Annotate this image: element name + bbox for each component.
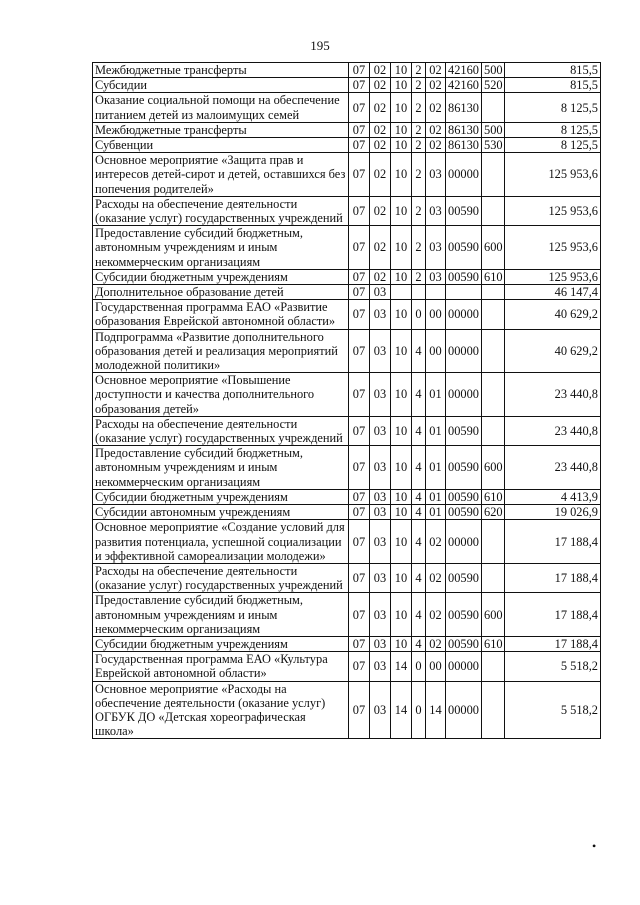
section-code: 07 <box>349 563 370 592</box>
section-code: 07 <box>349 489 370 504</box>
event-code: 02 <box>426 93 446 122</box>
row-name: Расходы на обеспечение деятельности (оказание услуг) государственных учреждений <box>93 563 349 592</box>
program-code: 10 <box>391 505 412 520</box>
amount: 815,5 <box>505 78 601 93</box>
program-code <box>391 285 412 300</box>
program-code: 10 <box>391 446 412 490</box>
subsection-code: 03 <box>370 329 391 373</box>
amount: 5 518,2 <box>505 652 601 681</box>
event-code: 03 <box>426 226 446 270</box>
event-code: 01 <box>426 505 446 520</box>
section-code: 07 <box>349 122 370 137</box>
section-code: 07 <box>349 373 370 417</box>
subsection-code: 03 <box>370 489 391 504</box>
expense-type-code: 600 <box>482 226 505 270</box>
section-code: 07 <box>349 63 370 78</box>
expense-type-code <box>482 563 505 592</box>
subsection-code: 02 <box>370 153 391 197</box>
subsection-code: 03 <box>370 505 391 520</box>
row-name: Субсидии бюджетным учреждениям <box>93 489 349 504</box>
direction-code: 00000 <box>446 329 482 373</box>
program-code: 10 <box>391 63 412 78</box>
subsection-code: 02 <box>370 122 391 137</box>
subsection-code: 02 <box>370 269 391 284</box>
event-code: 01 <box>426 446 446 490</box>
expense-type-code: 600 <box>482 446 505 490</box>
expense-type-code: 530 <box>482 138 505 153</box>
amount: 5 518,2 <box>505 681 601 739</box>
section-code: 07 <box>349 153 370 197</box>
expense-type-code <box>482 652 505 681</box>
section-code: 07 <box>349 329 370 373</box>
subsection-code: 03 <box>370 563 391 592</box>
subprogram-code: 4 <box>412 593 426 637</box>
subsection-code: 02 <box>370 93 391 122</box>
section-code: 07 <box>349 138 370 153</box>
expense-type-code <box>482 285 505 300</box>
direction-code: 00590 <box>446 269 482 284</box>
section-code: 07 <box>349 416 370 445</box>
direction-code: 00590 <box>446 636 482 651</box>
program-code: 10 <box>391 196 412 225</box>
row-name: Государственная программа ЕАО «Культура Еврейской автономной области» <box>93 652 349 681</box>
row-name: Подпрограмма «Развитие дополнительного образования детей и реализация мероприятий молодежной политики» <box>93 329 349 373</box>
table-row <box>93 373 601 417</box>
event-code: 02 <box>426 78 446 93</box>
subprogram-code: 2 <box>412 138 426 153</box>
direction-code: 00590 <box>446 489 482 504</box>
amount: 23 440,8 <box>505 373 601 417</box>
table-row <box>93 78 601 93</box>
subsection-code: 03 <box>370 520 391 564</box>
section-code: 07 <box>349 226 370 270</box>
event-code: 14 <box>426 681 446 739</box>
row-name: Основное мероприятие «Создание условий для развития потенциала, успешной социализации и эффективной самореализации молодежи» <box>93 520 349 564</box>
program-code: 10 <box>391 563 412 592</box>
amount: 8 125,5 <box>505 122 601 137</box>
table-row <box>93 563 601 592</box>
subprogram-code: 4 <box>412 520 426 564</box>
expense-type-code: 610 <box>482 636 505 651</box>
program-code: 10 <box>391 93 412 122</box>
subprogram-code: 2 <box>412 63 426 78</box>
section-code: 07 <box>349 300 370 329</box>
row-name: Предоставление субсидий бюджетным, автономным учреждениям и иным некоммерческим организациям <box>93 446 349 490</box>
subsection-code: 03 <box>370 285 391 300</box>
direction-code: 00000 <box>446 373 482 417</box>
amount: 815,5 <box>505 63 601 78</box>
row-name: Субвенции <box>93 138 349 153</box>
program-code: 10 <box>391 636 412 651</box>
subsection-code: 02 <box>370 196 391 225</box>
row-name: Субсидии автономным учреждениям <box>93 505 349 520</box>
event-code: 02 <box>426 563 446 592</box>
subsection-code: 02 <box>370 138 391 153</box>
subprogram-code: 2 <box>412 78 426 93</box>
expense-type-code <box>482 93 505 122</box>
expense-type-code: 500 <box>482 63 505 78</box>
row-name: Расходы на обеспечение деятельности (оказание услуг) государственных учреждений <box>93 416 349 445</box>
event-code <box>426 285 446 300</box>
expense-type-code: 500 <box>482 122 505 137</box>
table-row <box>93 285 601 300</box>
row-name: Субсидии бюджетным учреждениям <box>93 269 349 284</box>
subsection-code: 03 <box>370 681 391 739</box>
table-row <box>93 446 601 490</box>
subprogram-code <box>412 285 426 300</box>
amount: 4 413,9 <box>505 489 601 504</box>
program-code: 10 <box>391 153 412 197</box>
program-code: 10 <box>391 226 412 270</box>
table-row <box>93 593 601 637</box>
section-code: 07 <box>349 196 370 225</box>
row-name: Государственная программа ЕАО «Развитие образования Еврейской автономной области» <box>93 300 349 329</box>
subprogram-code: 4 <box>412 505 426 520</box>
row-name: Предоставление субсидий бюджетным, автономным учреждениям и иным некоммерческим организациям <box>93 226 349 270</box>
program-code: 10 <box>391 269 412 284</box>
expense-type-code <box>482 329 505 373</box>
table-row <box>93 520 601 564</box>
program-code: 10 <box>391 373 412 417</box>
subprogram-code: 4 <box>412 329 426 373</box>
section-code: 07 <box>349 520 370 564</box>
section-code: 07 <box>349 446 370 490</box>
subprogram-code: 0 <box>412 681 426 739</box>
program-code: 14 <box>391 652 412 681</box>
row-name: Межбюджетные трансферты <box>93 63 349 78</box>
subprogram-code: 4 <box>412 636 426 651</box>
event-code: 02 <box>426 122 446 137</box>
row-name: Основное мероприятие «Повышение доступности и качества дополнительного образования детей» <box>93 373 349 417</box>
subprogram-code: 0 <box>412 652 426 681</box>
direction-code: 00590 <box>446 505 482 520</box>
table-row <box>93 153 601 197</box>
amount: 125 953,6 <box>505 196 601 225</box>
expense-type-code <box>482 416 505 445</box>
table-row <box>93 93 601 122</box>
direction-code: 86130 <box>446 138 482 153</box>
page-number: 195 <box>310 38 330 53</box>
subsection-code: 03 <box>370 636 391 651</box>
amount: 17 188,4 <box>505 563 601 592</box>
section-code: 07 <box>349 652 370 681</box>
program-code: 10 <box>391 416 412 445</box>
event-code: 02 <box>426 593 446 637</box>
expense-type-code <box>482 300 505 329</box>
amount: 19 026,9 <box>505 505 601 520</box>
program-code: 10 <box>391 329 412 373</box>
amount: 23 440,8 <box>505 416 601 445</box>
table-row <box>93 636 601 651</box>
amount: 23 440,8 <box>505 446 601 490</box>
direction-code: 00000 <box>446 681 482 739</box>
expense-type-code <box>482 681 505 739</box>
direction-code: 86130 <box>446 122 482 137</box>
expense-type-code <box>482 196 505 225</box>
amount: 125 953,6 <box>505 269 601 284</box>
expense-type-code <box>482 153 505 197</box>
program-code: 10 <box>391 78 412 93</box>
section-code: 07 <box>349 681 370 739</box>
table-row <box>93 652 601 681</box>
event-code: 02 <box>426 138 446 153</box>
direction-code: 00590 <box>446 226 482 270</box>
subprogram-code: 2 <box>412 196 426 225</box>
table-row <box>93 329 601 373</box>
event-code: 01 <box>426 416 446 445</box>
direction-code: 42160 <box>446 78 482 93</box>
amount: 40 629,2 <box>505 329 601 373</box>
subsection-code: 03 <box>370 593 391 637</box>
program-code: 14 <box>391 681 412 739</box>
amount: 125 953,6 <box>505 153 601 197</box>
section-code: 07 <box>349 505 370 520</box>
direction-code: 00590 <box>446 593 482 637</box>
subprogram-code: 2 <box>412 122 426 137</box>
amount: 17 188,4 <box>505 520 601 564</box>
program-code: 10 <box>391 593 412 637</box>
subprogram-code: 0 <box>412 300 426 329</box>
direction-code: 00000 <box>446 300 482 329</box>
amount: 17 188,4 <box>505 593 601 637</box>
event-code: 03 <box>426 196 446 225</box>
table-row <box>93 196 601 225</box>
program-code: 10 <box>391 122 412 137</box>
table-row <box>93 138 601 153</box>
program-code: 10 <box>391 138 412 153</box>
event-code: 00 <box>426 329 446 373</box>
subprogram-code: 2 <box>412 93 426 122</box>
subsection-code: 02 <box>370 226 391 270</box>
subprogram-code: 4 <box>412 373 426 417</box>
direction-code: 00590 <box>446 563 482 592</box>
table-row <box>93 416 601 445</box>
event-code: 01 <box>426 373 446 417</box>
direction-code: 00590 <box>446 446 482 490</box>
row-name: Субсидии бюджетным учреждениям <box>93 636 349 651</box>
event-code: 00 <box>426 652 446 681</box>
subprogram-code: 4 <box>412 563 426 592</box>
subprogram-code: 4 <box>412 446 426 490</box>
row-name: Расходы на обеспечение деятельности (оказание услуг) государственных учреждений <box>93 196 349 225</box>
expense-type-code: 620 <box>482 505 505 520</box>
direction-code: 00000 <box>446 520 482 564</box>
amount: 46 147,4 <box>505 285 601 300</box>
direction-code: 42160 <box>446 63 482 78</box>
expense-type-code <box>482 520 505 564</box>
direction-code: 00000 <box>446 652 482 681</box>
section-code: 07 <box>349 78 370 93</box>
row-name: Основное мероприятие «Расходы на обеспечение деятельности (оказание услуг) ОГБУК ДО «Детская хореографическая школа» <box>93 681 349 739</box>
expense-type-code: 610 <box>482 269 505 284</box>
amount: 8 125,5 <box>505 93 601 122</box>
table-row <box>93 269 601 284</box>
amount: 40 629,2 <box>505 300 601 329</box>
event-code: 00 <box>426 300 446 329</box>
row-name: Субсидии <box>93 78 349 93</box>
program-code: 10 <box>391 300 412 329</box>
direction-code <box>446 285 482 300</box>
event-code: 03 <box>426 269 446 284</box>
table-row <box>93 63 601 78</box>
subprogram-code: 4 <box>412 416 426 445</box>
subprogram-code: 4 <box>412 489 426 504</box>
section-code: 07 <box>349 285 370 300</box>
subsection-code: 03 <box>370 373 391 417</box>
event-code: 01 <box>426 489 446 504</box>
section-code: 07 <box>349 269 370 284</box>
row-name: Основное мероприятие «Защита прав и интересов детей-сирот и детей, оставшихся без попечения родителей» <box>93 153 349 197</box>
subprogram-code: 2 <box>412 269 426 284</box>
section-code: 07 <box>349 93 370 122</box>
direction-code: 00590 <box>446 196 482 225</box>
amount: 17 188,4 <box>505 636 601 651</box>
subsection-code: 03 <box>370 446 391 490</box>
program-code: 10 <box>391 489 412 504</box>
amount: 125 953,6 <box>505 226 601 270</box>
subprogram-code: 2 <box>412 153 426 197</box>
table-row <box>93 505 601 520</box>
expense-type-code: 610 <box>482 489 505 504</box>
row-name: Предоставление субсидий бюджетным, автономным учреждениям и иным некоммерческим организациям <box>93 593 349 637</box>
table-row <box>93 226 601 270</box>
direction-code: 00590 <box>446 416 482 445</box>
event-code: 02 <box>426 63 446 78</box>
subsection-code: 03 <box>370 652 391 681</box>
expense-type-code: 520 <box>482 78 505 93</box>
row-name: Оказание социальной помощи на обеспечение питанием детей из малоимущих семей <box>93 93 349 122</box>
section-code: 07 <box>349 593 370 637</box>
expense-type-code: 600 <box>482 593 505 637</box>
amount: 8 125,5 <box>505 138 601 153</box>
program-code: 10 <box>391 520 412 564</box>
corner-mark: • <box>592 839 597 853</box>
direction-code: 00000 <box>446 153 482 197</box>
row-name: Межбюджетные трансферты <box>93 122 349 137</box>
event-code: 02 <box>426 636 446 651</box>
subsection-code: 03 <box>370 300 391 329</box>
table-row <box>93 300 601 329</box>
direction-code: 86130 <box>446 93 482 122</box>
event-code: 02 <box>426 520 446 564</box>
subprogram-code: 2 <box>412 226 426 270</box>
subsection-code: 02 <box>370 78 391 93</box>
table-row <box>93 122 601 137</box>
budget-table <box>92 62 601 739</box>
event-code: 03 <box>426 153 446 197</box>
row-name: Дополнительное образование детей <box>93 285 349 300</box>
section-code: 07 <box>349 636 370 651</box>
table-row <box>93 489 601 504</box>
subsection-code: 03 <box>370 416 391 445</box>
expense-type-code <box>482 373 505 417</box>
subsection-code: 02 <box>370 63 391 78</box>
table-row <box>93 681 601 739</box>
